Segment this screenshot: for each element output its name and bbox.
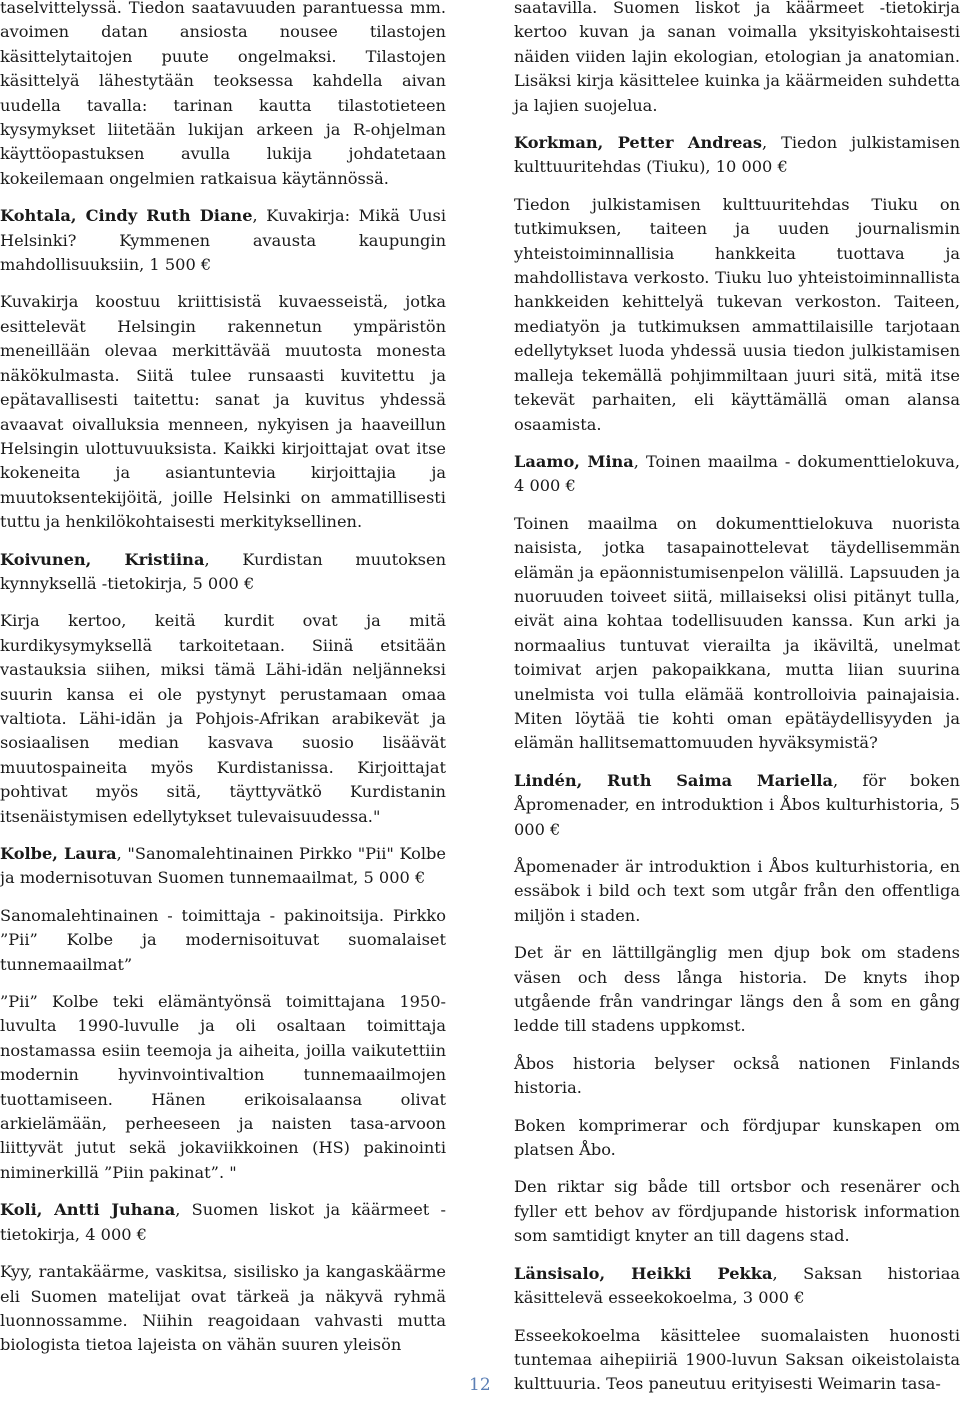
entry-paragraph: Åpomenader är introduktion i Åbos kulturhistoria, en essäbok i bild och text som utgår från den offentliga miljön i staden. (514, 857, 960, 925)
entry-heading (0, 548, 446, 597)
entry-name: Kolbe, Laura (0, 844, 117, 863)
entry-paragraph: Kuvakirja koostuu kriittisistä kuvaesseistä, jotka esittelevät Helsingin rakennetun ympäristön meneillään olevaa merkittävää muutosta monesta näkökulmasta. Siitä tulee runsaasti kuvitettu ja epätavallisesti taitettu: sanat ja kuvitus yhdessä avaavat oivalluksia menneen, nykyisen ja haaveillun Helsingin ulottuvuuksista. Kaikki kirjoittajat ovat itse kokeneita ja asiantuntevia kirjoittajia ja muutoksentekijöitä, joille Helsinki on ammatillisesti tuttu ja henkilökohtaisesti merkityksellinen. (0, 292, 446, 532)
entry-title: , Kuvakirja: Mikä Uusi Helsinki? Kymmenen avausta kaupungin mahdollisuuksiin, 1 500 € (0, 206, 447, 275)
entry-heading (514, 769, 960, 842)
entry-title: , Tiedon julkistamisen kulttuuritehdas (Tiuku), 10 000 € (514, 133, 960, 177)
entry-heading (0, 842, 446, 891)
entry-name: Koli, Antti Juhana (0, 1200, 176, 1220)
entry-name: Koivunen, Kristiina (0, 549, 205, 569)
entry-heading (0, 1198, 446, 1247)
entry-paragraph: Toinen maailma on dokumenttielokuva nuorista naisista, jotka tasapainottelevat täydellisemmän elämän ja epäonnistumisenpelon välillä. Lapsuuden ja nuoruuden toiveet siitä, millaiseksi olisi pitänyt tulla, eivät aina kohtaa todellisuuden kanssa. Kun arki ja normaalius tuntuvat vierailta ja ikäviltä, unelmat toimivat arjen pakopaikkana, mutta liian suurina unelmista voi tulla elämää kontrolloivia painajaisia. Miten löytää tie kohti oman epätäydellisyyden ja elämän hallitsemattomuuden hyväksymistä? (514, 513, 960, 753)
entry-paragraph: Åbos historia belyser också nationen Finlands historia. (514, 1053, 960, 1098)
entry-paragraph: Tiedon julkistamisen kulttuuritehdas Tiuku on tutkimuksen, taiteen ja uuden journalismin yhteistoiminnallisia hankkeita tuottava ja mahdollistava verkosto. Tiuku luo yhteistoiminnallista hankkeiden kehittelyä tukevan verkoston. Taiteen, mediatyön ja tutkimuksen ammattilaisille tarjotaan edellytykset luoda yhdessä uusia tiedon julkistamisen malleja tekemällä pohjimmiltaan juuri sitä, mitä itse tekevät parhaiten, eli käyttämällä oman alansa osaamista. (514, 194, 960, 434)
entry-paragraph: Sanomalehtinainen - toimittaja - pakinoitsija. Pirkko ”Pii” Kolbe ja modernisoituvat suomalaiset tunnemaailmat” (0, 905, 446, 974)
entry-title: , Suomen liskot ja käärmeet - tietokirja, 4 000 € (0, 1200, 447, 1244)
entry-title: , "Sanomalehtinainen Pirkko "Pii" Kolbe ja modernisotuvan Suomen tunnemaailmat, 5 000 € (0, 844, 446, 888)
left-column (0, 0, 446, 1371)
entry-name: Korkman, Petter Andreas (514, 133, 762, 153)
entry-name: Lindén, Ruth Saima Mariella (514, 770, 834, 790)
entry-paragraph: Kirja kertoo, keitä kurdit ovat ja mitä kurdikysymyksellä tarkoitetaan. Siinä etsitään vastauksia siihen, miksi tämä Lähi-idän neljänneksi suurin kansa ei ole pystynyt perustamaan omaa valtiota. Lähi-idän ja Pohjois-Afrikan arabikevät ja sosiaalisen median kasvava suosio lisäävät muutospaineita myös Kurdistanissa. Kirjoittajat pohtivat myös sitä, täyttyvätkö Kurdistanin itsenäistymisen edellytykset tulevaisuudessa." (0, 611, 446, 826)
right-column (514, 0, 960, 1410)
entry-paragraph: Esseekokoelma käsittelee suomalaisten huonosti tuntemaa aihepiiriä 1900-luvun Saksan oikeistolaista kulttuuria. Teos paneutuu erityisesti Weimarin tasa- (514, 1325, 960, 1394)
intro-paragraph: taselvittelyssä. Tiedon saatavuuden parantuessa mm. avoimen datan ansiosta nousee tilastojen käsittelytaitojen puute ongelmaksi. Tilastojen käsittelyä lähestytään teoksessa kahdella aivan uudella tavalla: tarinan kautta tilastotieteen kysymykset liitetään lukijan arkeen ja R-ohjelman käyttöopastuksen avulla lukija johdatetaan kokeilemaan ongelmien ratkaisua käytännössä. (0, 0, 446, 188)
entry-title: , Kurdistan muutoksen kynnyksellä -tietokirja, 5 000 € (0, 549, 446, 593)
entry-paragraph: ”Pii” Kolbe teki elämäntyönsä toimittajana 1950-luvulta 1990-luvulle ja oli osaltaan toimittaja nostamassa esiin teemoja ja aiheita, joilla vaikutettiin modernin hyvinvointivaltion tunnemaailmojen tuottamiseen. Hänen erikoisalaansa olivat arkielämään, perheeseen ja naisten tasa-arvoon liittyvät jutut sekä jokaviikkoinen (HS) pakinointi niminerkillä ”Piin pakinat”. " (0, 992, 446, 1182)
entry-heading (0, 204, 446, 277)
entry-name: Kohtala, Cindy Ruth Diane (0, 206, 253, 226)
entry-paragraph: Den riktar sig både till ortsbor och resenärer och fyller ett behov av fördjupande historisk information som samtidigt knyter an till dagens stad. (514, 1177, 960, 1246)
entry-title: , för boken Åpromenader, en introduktion i Åbos kulturhistoria, 5 000 € (514, 770, 960, 839)
entry-paragraph: Det är en lättillgänglig men djup bok om stadens väsen och dess långa historia. De knyts ihop utgående från vandringar längs den å som en gång ledde till stadens uppkomst. (514, 943, 960, 1036)
entry-name: Laamo, Mina (514, 451, 634, 471)
entry-name: Länsisalo, Heikki Pekka (514, 1263, 773, 1283)
entry-paragraph: Boken komprimerar och fördjupar kunskapen om platsen Åbo. (514, 1115, 960, 1160)
entry-paragraph: Kyy, rantakäärme, vaskitsa, sisilisko ja kangaskäärme eli Suomen matelijat ovat tärkeä ja näkyvä ryhmä luonnossamme. Niihin reagoidaan vahvasti mutta biologista tietoa lajeista on vähän suuren yleisön (0, 1262, 446, 1355)
entry-title: , Saksan historiaa käsittelevä esseekokoelma, 3 000 € (514, 1263, 960, 1308)
entry-heading (514, 131, 960, 180)
intro-paragraph: saatavilla. Suomen liskot ja käärmeet -tietokirja kertoo kuvan ja sanan voimalla yksityiskohtaisesti näiden viiden lajin ekologian, etologian ja anatomian. Lisäksi kirja käsittelee kuinka ja käärmeiden suhdetta ja lajien suojelua. (514, 0, 960, 115)
entry-heading (514, 1262, 960, 1311)
page-number: 12 (469, 1375, 491, 1395)
entry-title: , Toinen maailma - dokumenttielokuva, 4 000 € (514, 451, 960, 496)
entry-heading (514, 450, 960, 499)
